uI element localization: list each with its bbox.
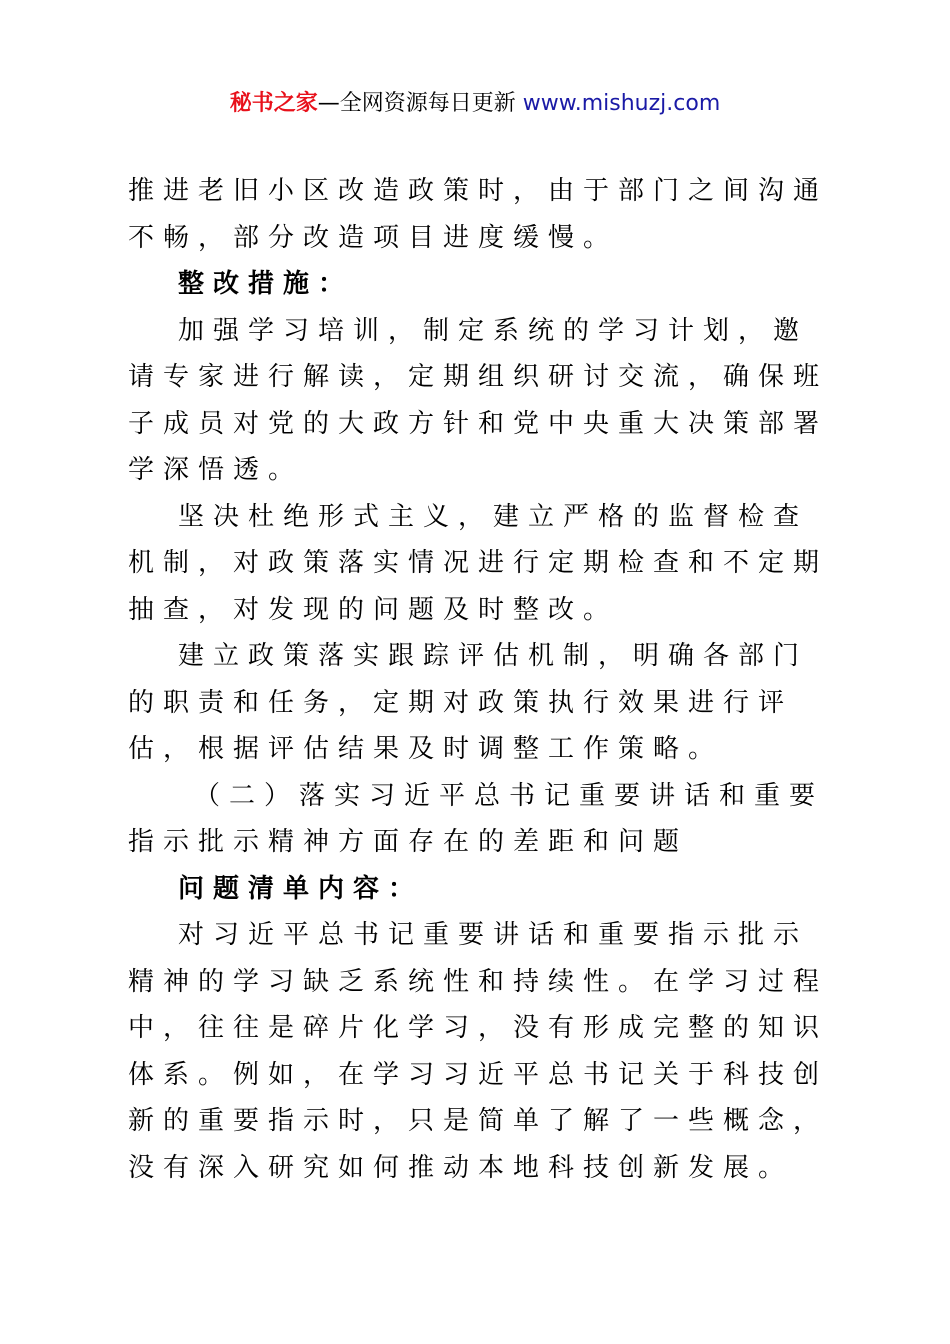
heading-rectification-measures: 整改措施： <box>178 269 354 299</box>
paragraph-measure-1: 加强学习培训，制定系统的学习计划，邀请专家进行解读，定期组织研讨交流，确保班子成员对党的大政方针和党中央重大决策部署学深悟透。 <box>128 315 829 485</box>
header-site-url[interactable]: www.mishuzj.com <box>522 91 721 116</box>
heading-issue-list: 问题清单内容： <box>178 873 424 904</box>
header-tagline: —全网资源每日更新 <box>317 91 516 116</box>
document-body <box>128 168 828 1191</box>
paragraph-measure-3: 建立政策落实跟踪评估机制，明确各部门的职责和任务，定期对政策执行效果进行评估，根据评估结果及时调整工作策略。 <box>128 641 809 764</box>
page-header <box>0 88 950 120</box>
section-2-title: （二）落实习近平总书记重要讲话和重要指示批示精神方面存在的差距和问题 <box>128 780 825 857</box>
paragraph-continuation: 推进老旧小区改造政策时，由于部门之间沟通不畅，部分改造项目进度缓慢。 <box>128 176 829 253</box>
paragraph-measure-2: 坚决杜绝形式主义，建立严格的监督检查机制，对政策落实情况进行定期检查和不定期抽查，对发现的问题及时整改。 <box>128 501 829 625</box>
paragraph-issue-1: 对习近平总书记重要讲话和重要指示批示精神的学习缺乏系统性和持续性。在学习过程中，往往是碎片化学习，没有形成完整的知识体系。例如，在学习习近平总书记关于科技创新的重要指示时，只是简单了解了一些概念，没有深入研究如何推动本地科技创新发展。 <box>128 920 829 1183</box>
header-brand: 秘书之家 <box>229 91 318 116</box>
